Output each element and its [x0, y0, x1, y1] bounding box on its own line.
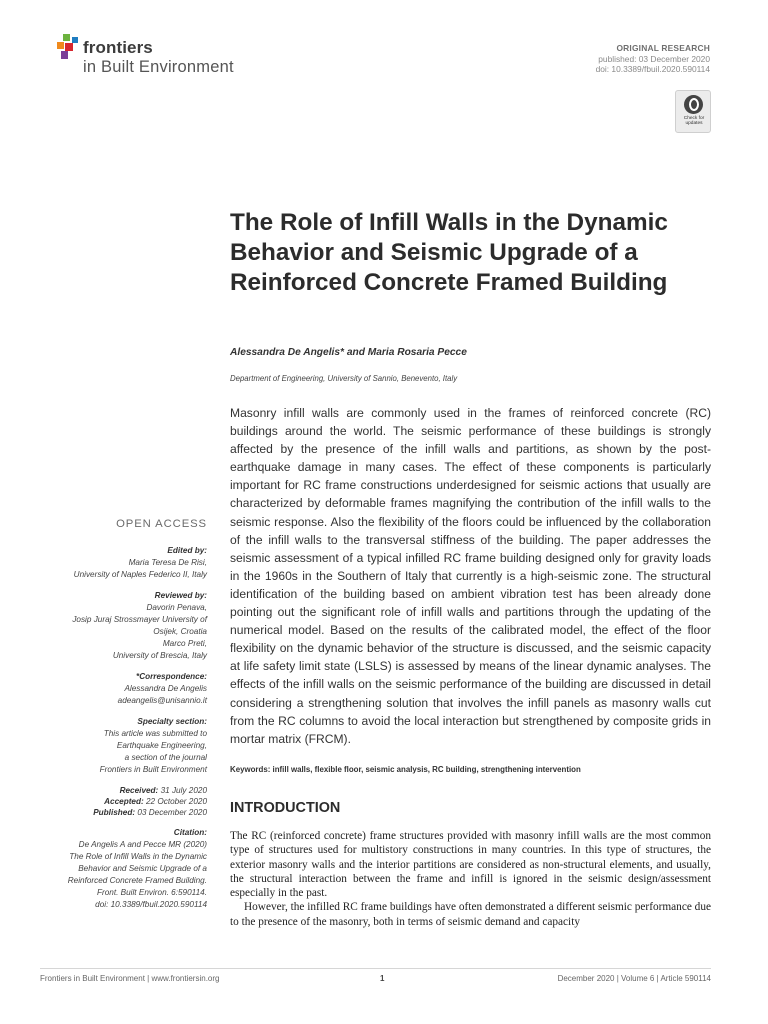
editor-name: Maria Teresa De Risi, — [128, 558, 207, 567]
abstract-text: Masonry infill walls are commonly used in the frames of reinforced concrete (RC) buildings around the world. The seismic performance of these buildings is strongly affected by the presence of the infill walls and partitions, as shown by the post-earthquake damage in many cases. The effect of these components is particularly important for RC frame constructions underdesigned for seismic actions that usually are characterized by deformable frames magnifying the contribution of the infill walls to the seismic response. Also the flexibility of the floors could be influenced by the collaboration of the infill walls to the transversal stiffness of the building. The paper addresses the seismic assessment of a typical infilled RC frame building designed only for gravity loads in the 1960s in the Southern of Italy that currently is a high-seismic zone. The structural identification of the building based on ambient vibration test has been already done pointing out the significant role of infill walls and partitions through the updating of the numerical model. Based on the results of the calibrated model, the effect of the floor flexibility on the dynamic behavior of the structure is discussed, and the seismic capacity at life safety limit state (LSLS) is assessed by means of the linear dynamic analyses. The effects of the infill walls on the seismic performance of the building are discussed in detail considering a strengthening solution that involves the infill panels as masonry walls cut from the RC columns to avoid the local interaction but strengthened by composite grids in mortar matrix (FRCM). — [230, 406, 711, 746]
journal-brand: frontiers — [83, 38, 153, 57]
footer-volume-info: December 2020 | Volume 6 | Article 590114 — [557, 974, 711, 983]
reviewer-line: Osijek, Croatia — [153, 627, 207, 636]
published-date: published: 03 December 2020 — [598, 53, 710, 64]
reviewer-line: Davorin Penava, — [146, 603, 207, 612]
correspondence-name: Alessandra De Angelis — [124, 684, 207, 693]
keywords — [230, 765, 711, 774]
intro-paragraph-1: The RC (reinforced concrete) frame structures provided with masonry infill walls are the most common type of structures used for multistory constructions in many countries. In this type of structures, the exterior masonry walls and the interior partitions are considered as non-structural elements, and usually, the structural interaction between the frame and infill is ignored in the seismic design/assessment especially in the past. — [230, 830, 711, 900]
citation-line: The Role of Infill Walls in the Dynamic — [69, 852, 207, 861]
keywords-label: Keywords: — [230, 765, 271, 774]
accepted-date: 22 October 2020 — [146, 797, 207, 806]
specialty-section-label: Specialty section: — [137, 717, 207, 726]
page-number: 1 — [380, 974, 385, 983]
intro-paragraph-2: However, the infilled RC frame buildings have often demonstrated a different seismic performance due to the presence of the masonry, both in terms of seismic demand and capacity — [230, 901, 711, 928]
citation-line: Front. Built Environ. 6:590114. — [97, 888, 207, 897]
footer-journal-link[interactable]: Frontiers in Built Environment | www.frontiersin.org — [40, 974, 220, 983]
journal-subtitle: in Built Environment — [83, 58, 234, 76]
keywords-list: infill walls, flexible floor, seismic analysis, RC building, strengthening intervention — [272, 765, 581, 774]
specialty-line: Frontiers in Built Environment — [99, 765, 207, 774]
article-sidebar — [40, 518, 207, 911]
citation-line: De Angelis A and Pecce MR (2020) — [78, 840, 207, 849]
accepted-row — [40, 796, 207, 807]
citation-doi[interactable]: doi: 10.3389/fbuil.2020.590114 — [95, 900, 207, 909]
received-row — [40, 785, 207, 796]
accepted-label: Accepted: — [104, 797, 144, 806]
check-for-updates-button[interactable] — [675, 90, 711, 133]
journal-logo — [57, 34, 257, 84]
specialty-line: This article was submitted to — [103, 729, 207, 738]
check-updates-label: Check for updates — [683, 116, 705, 127]
received-label: Received: — [119, 786, 159, 795]
intro-heading: INTRODUCTION — [230, 800, 341, 816]
editor-affiliation: University of Naples Federico II, Italy — [73, 570, 207, 579]
article-type: ORIGINAL RESEARCH — [616, 43, 710, 53]
reviewed-by-label: Reviewed by: — [154, 591, 207, 600]
published-date-sidebar: 03 December 2020 — [137, 808, 207, 817]
correspondence-label: *Correspondence: — [136, 672, 207, 681]
edited-by-label: Edited by: — [167, 546, 207, 555]
article-authors: Alessandra De Angelis* and Maria Rosaria Pecce — [230, 347, 467, 358]
citation-line: Reinforced Concrete Framed Building. — [67, 876, 207, 885]
published-row — [40, 807, 207, 818]
article-meta — [596, 43, 710, 75]
footer-divider — [40, 968, 711, 969]
specialty-line: Earthquake Engineering, — [116, 741, 207, 750]
specialty-line: a section of the journal — [124, 753, 207, 762]
citation-label: Citation: — [173, 828, 207, 837]
received-date: 31 July 2020 — [160, 786, 207, 795]
reviewer-line: University of Brescia, Italy — [112, 651, 207, 660]
article-title: The Role of Infill Walls in the Dynamic Behavior and Seismic Upgrade of a Reinforced Concrete Framed Building — [230, 209, 668, 296]
header-doi[interactable]: doi: 10.3389/fbuil.2020.590114 — [595, 64, 710, 74]
open-access-label: OPEN ACCESS — [116, 518, 207, 530]
reviewer-line: Josip Juraj Strossmayer University of — [72, 615, 207, 624]
published-label: Published: — [93, 808, 136, 817]
author-affiliation: Department of Engineering, University of Sannio, Benevento, Italy — [230, 374, 458, 383]
correspondence-email[interactable]: adeangelis@unisannio.it — [117, 696, 207, 705]
check-updates-icon — [684, 95, 703, 114]
reviewer-line: Marco Preti, — [162, 639, 207, 648]
frontiers-logo-icon — [57, 34, 81, 64]
intro-body — [230, 829, 711, 929]
citation-line: Behavior and Seismic Upgrade of a — [78, 864, 207, 873]
